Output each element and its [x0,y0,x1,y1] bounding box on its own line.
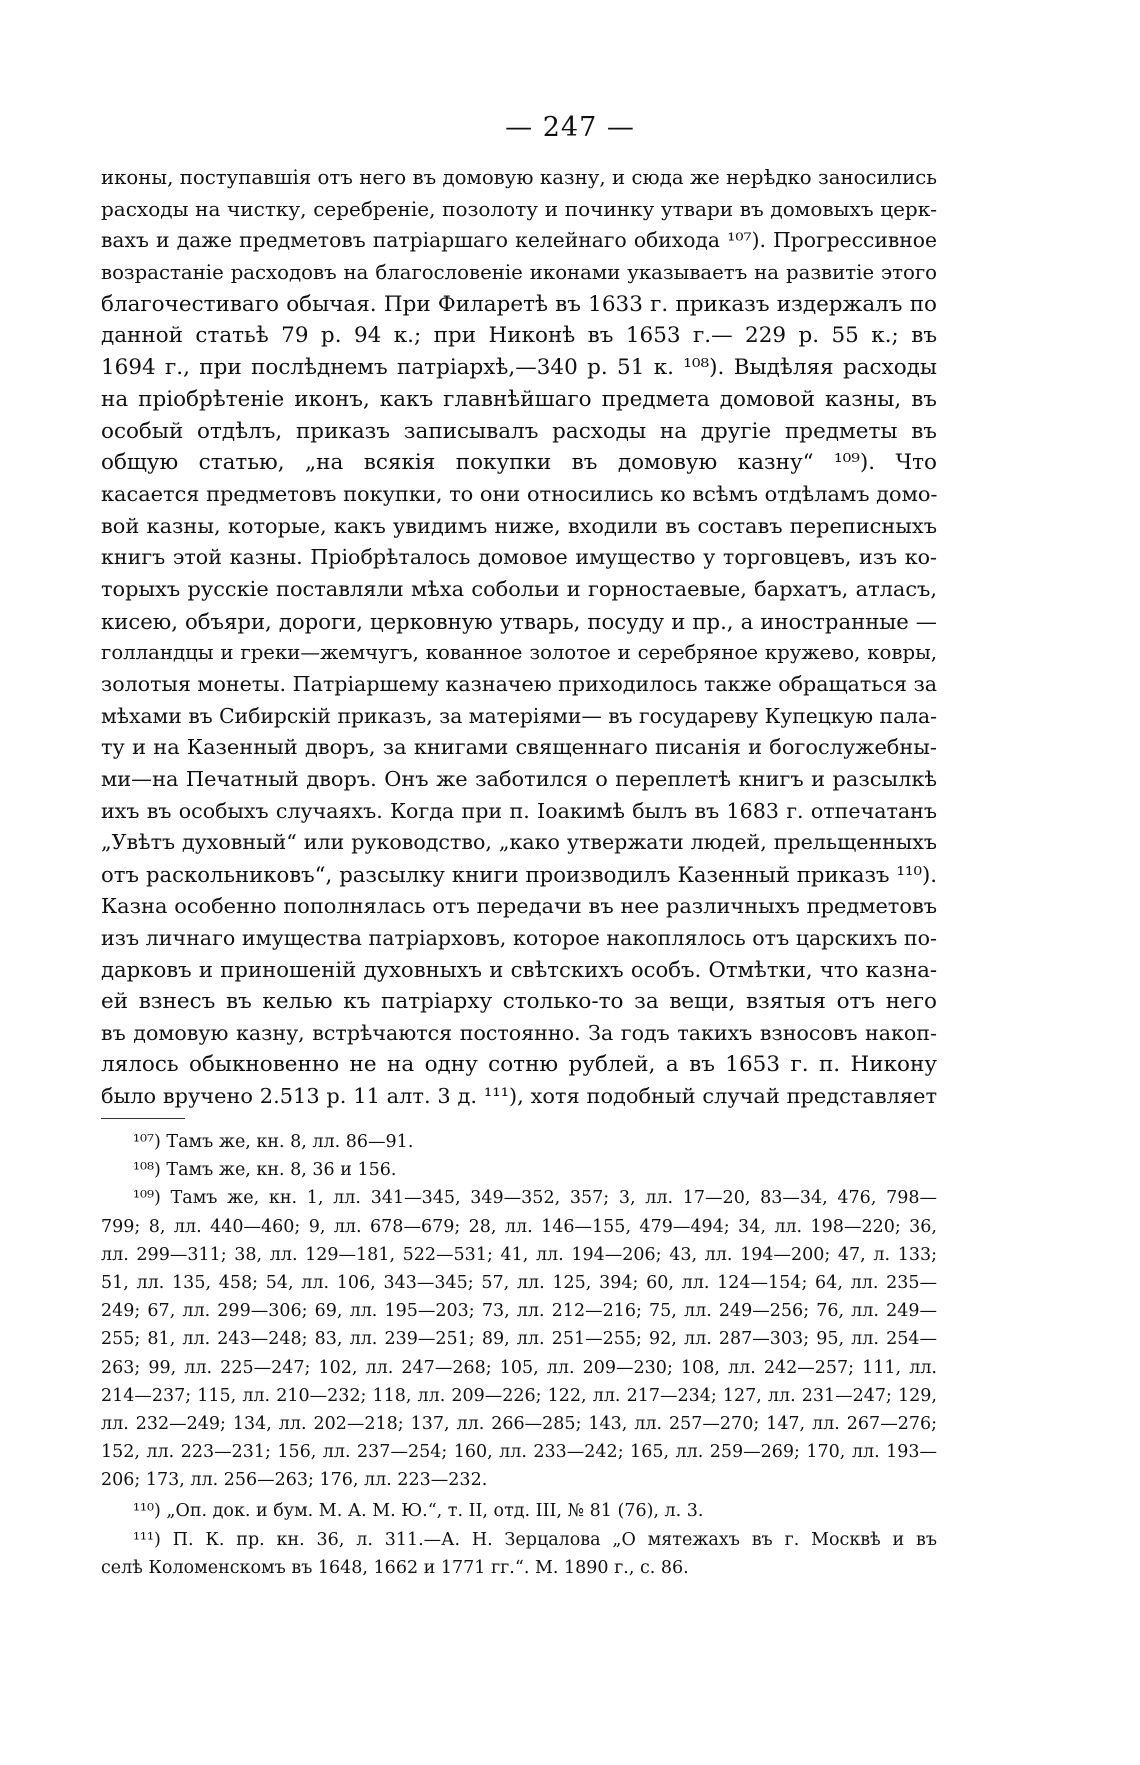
body-line: лялось обыкновенно не на одну сотню рублей, а въ 1653 г. п. Никону [101,1052,937,1078]
body-line: данной статьѣ 79 р. 94 к.; при Никонѣ въ 1653 г.— 229 р. 55 к.; въ [101,323,937,349]
footnote-line: 263; 99, лл. 225—247; 102, лл. 247—268; 105, лл. 209—230; 108, лл. 242—257; 111, лл. [101,1357,937,1378]
footnote-line: 51, лл. 135, 458; 54, лл. 106, 343—345; 57, лл. 125, 394; 60, лл. 124—154; 64, лл. 235— [101,1272,937,1293]
body-line: иконы, поступавшія отъ него въ домовую казну, и сюда же нерѣдко заносились [101,166,937,189]
body-line: дарковъ и приношеній духовныхъ и свѣтскихъ особъ. Отмѣтки, что казна- [101,957,937,983]
body-line: книгъ этой казны. Пріобрѣталось домовое имущество у торговцевъ, изъ ко- [101,545,937,570]
body-line: торыхъ русскіе поставляли мѣха собольи и горностаевые, бархатъ, атласъ, [101,576,937,601]
page-number: — 247 — [505,112,635,143]
body-line: вахъ и даже предметовъ патріаршаго келейнаго обихода ¹⁰⁷). Прогрессивное [101,228,937,253]
body-line: ту и на Казенный дворъ, за книгами священнаго писанія и богослужебны- [101,735,937,760]
footnote-110: ¹¹⁰) „Оп. док. и бум. М. А. М. Ю.“, т. II, отд. III, № 81 (76), л. 3. [133,1501,704,1522]
body-line: на пріобрѣтеніе иконъ, какъ главнѣйшаго предмета домовой казны, въ [101,386,937,412]
body-line: общую статью, „на всякія покупки въ домовую казну“ ¹⁰⁹). Что [101,450,937,476]
body-line: золотыя монеты. Патріаршему казначею приходилось также обращаться за [101,672,937,696]
footnote-108: ¹⁰⁸) Тамъ же, кн. 8, 36 и 156. [133,1160,397,1181]
footnote-line: 206; 173, лл. 256—263; 176, лл. 223—232. [101,1470,488,1491]
body-line: касается предметовъ покупки, то они относились ко всѣмъ отдѣламъ домо- [101,481,937,506]
body-line: вой казны, которые, какъ увидимъ ниже, входили въ составъ переписныхъ [101,513,937,538]
body-line: расходы на чистку, серебреніе, позолоту и починку утвари въ домовыхъ церк- [101,196,937,221]
footnote-111: ¹¹¹) П. К. пр. кн. 36, л. 311.—А. Н. Зерцалова „О мятежахъ въ г. Москвѣ и въ [133,1529,937,1550]
footnote-line: 255; 81, лл. 243—248; 83, лл. 239—251; 89, лл. 251—255; 92, лл. 287—303; 95, лл. 254— [101,1329,937,1350]
footnote-109: ¹⁰⁹) Тамъ же, кн. 1, лл. 341—345, 349—352, 357; 3, лл. 17—20, 83—34, 476, 798— [133,1188,937,1209]
footnote-line: 152, лл. 223—231; 156, лл. 237—254; 160, лл. 233—242; 165, лл. 259—269; 170, лл. 193— [101,1442,937,1463]
footnote-line: 249; 67, лл. 299—306; 69, лл. 195—203; 73, лл. 212—216; 75, лл. 249—256; 76, лл. 249— [101,1301,937,1322]
body-line: изъ личнаго имущества патріарховъ, которое накоплялось отъ царскихъ по- [101,925,937,950]
body-line: ей взнесъ въ келью къ патріарху столько-то за вещи, взятыя отъ него [101,988,937,1014]
body-line: кисею, объяри, дороги, церковную утварь, посуду и пр., а иностранные — [101,608,937,634]
body-line: возрастаніе расходовъ на благословеніе иконами указываетъ на развитіе этого [101,261,937,285]
footnote-line: лл. 299—311; 38, лл. 129—181, 522—531; 41, лл. 194—206; 43, лл. 194—200; 47, л. 133; [101,1244,937,1265]
footnote-line: лл. 232—249; 134, лл. 202—218; 137, лл. 266—285; 143, лл. 257—270; 147, лл. 267—276; [101,1413,937,1434]
body-line: Казна особенно пополнялась отъ передачи въ нее различныхъ предметовъ [101,893,937,918]
footnote-line: 214—237; 115, лл. 210—232; 118, лл. 209—226; 122, лл. 217—234; 127, лл. 231—247; 129, [101,1385,937,1406]
body-line: отъ раскольниковъ“, разсылку книги производилъ Казенный приказъ ¹¹⁰). [101,862,937,888]
body-line: было вручено 2.513 р. 11 алт. 3 д. ¹¹¹), хотя подобный случай представляет [101,1083,937,1108]
footnotes [101,1128,937,1582]
body-line: особый отдѣлъ, приказъ записывалъ расходы на другіе предметы въ [101,418,937,444]
footnote-107: ¹⁰⁷) Тамъ же, кн. 8, лл. 86—91. [133,1132,414,1152]
body-line: голландцы и греки—жемчугъ, кованное золотое и серебряное кружево, ковры, [101,641,937,665]
body-line: ихъ въ особыхъ случаяхъ. Когда при п. Іоакимѣ былъ въ 1683 г. отпечатанъ [101,798,937,823]
body-line: „Увѣтъ духовный“ или руководство, „како утвержати людей, прельщенныхъ [101,830,937,855]
body-text [101,162,937,1113]
body-line: въ домовую казну, встрѣчаются постоянно. За годъ такихъ взносовъ накоп- [101,1020,937,1045]
footnote-rule [101,1118,185,1119]
footnote-line: селѣ Коломенскомъ въ 1648, 1662 и 1771 гг.“. М. 1890 г., с. 86. [101,1557,689,1578]
footnote-line: 799; 8, лл. 440—460; 9, лл. 678—679; 28, лл. 146—155, 479—494; 34, лл. 198—220; 36, [101,1216,937,1237]
body-line: ми—на Печатный дворъ. Онъ же заботился о переплетѣ книгъ и разсылкѣ [101,767,937,792]
body-line: 1694 г., при послѣднемъ патріархѣ,—340 р. 51 к. ¹⁰⁸). Выдѣляя расходы [101,355,937,381]
body-line: благочестиваго обычая. При Филаретѣ въ 1633 г. приказъ издержалъ по [101,291,937,317]
body-line: мѣхами въ Сибирскій приказъ, за матеріями— въ государеву Купецкую пала- [101,703,937,728]
